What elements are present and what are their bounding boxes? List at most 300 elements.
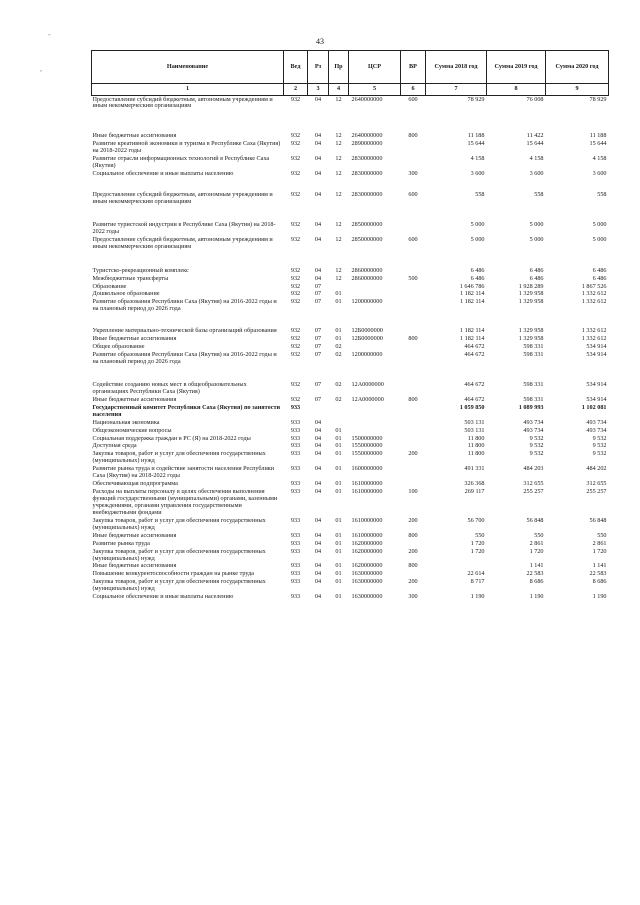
table-row	[92, 451, 609, 466]
row-pr-cell: 02	[335, 342, 342, 350]
row-ved-cell: 933	[290, 570, 301, 578]
row-vr-cell	[401, 267, 426, 275]
table-row	[92, 237, 609, 267]
table-row	[92, 540, 609, 548]
row-csr-cell: 1630000000	[351, 578, 383, 586]
row-pr-cell: 02	[335, 395, 342, 403]
header-pr: Пр	[329, 51, 349, 84]
row-sum-2018-cell: 1 190	[470, 593, 485, 601]
row-sum-2018-cell: 269 117	[464, 488, 485, 496]
row-sum-2018-cell: 464 672	[464, 350, 485, 358]
row-csr-cell: 1200000000	[351, 350, 383, 358]
table-row	[92, 170, 609, 191]
row-csr-cell: 12Б0000000	[351, 326, 383, 334]
header-sum-2020: Сумма 2020 год	[546, 51, 609, 84]
row-pr-cell: 01	[335, 531, 342, 539]
row-rz-cell: 04	[314, 531, 322, 539]
row-sum-2019-cell: 1 928 289	[518, 282, 544, 290]
row-sum-2018-cell: 11 800	[467, 434, 485, 442]
row-ved-cell: 932	[290, 236, 301, 244]
row-sum-2018-cell: 6 486	[470, 274, 485, 282]
row-sum-2020-cell: 255 257	[586, 488, 607, 496]
table-row	[92, 419, 609, 427]
table-row	[92, 579, 609, 594]
row-sum-2020-cell: 493 734	[586, 418, 607, 426]
row-csr-cell: 1550000000	[351, 450, 383, 458]
row-rz-cell: 04	[314, 236, 322, 244]
table-header	[92, 51, 609, 96]
row-rz-cell: 07	[314, 326, 322, 334]
row-sum-2018-cell: 6 486	[470, 266, 485, 274]
table-row	[92, 155, 609, 170]
row-pr-cell: 01	[335, 326, 342, 334]
row-csr-cell: 1610000000	[351, 480, 383, 488]
row-csr-cell: 1600000000	[351, 465, 383, 473]
row-sum-2020-cell: 6 486	[592, 266, 607, 274]
row-vr-cell: 200	[408, 516, 418, 524]
header-csr: ЦСР	[349, 51, 401, 84]
row-sum-2019-cell: 9 532	[529, 434, 544, 442]
row-csr-cell: 2830000000	[351, 154, 383, 162]
row-rz-cell: 07	[314, 282, 322, 290]
row-sum-2020-cell: 1 720	[592, 547, 607, 555]
row-pr-cell: 02	[335, 380, 342, 388]
row-name-cell: Повышение конкурентоспособности граждан на рынке труда	[92, 570, 254, 578]
row-ved-cell: 932	[290, 342, 301, 350]
row-rz-cell: 04	[314, 488, 322, 496]
row-pr-cell: 01	[335, 298, 342, 306]
row-rz-cell: 04	[314, 578, 322, 586]
row-rz-cell: 07	[314, 380, 322, 388]
row-csr-cell: 2640000000	[351, 95, 383, 103]
row-name-cell: Закупка товаров, работ и услуг для обеспечения государственных (муниципальных) нужд	[92, 578, 266, 593]
row-vr-cell: 800	[408, 531, 418, 539]
row-csr-cell: 2850000000	[351, 221, 383, 229]
row-sum-2018-cell: 1 182 114	[459, 334, 485, 342]
row-csr-cell: 1200000000	[351, 298, 383, 306]
row-csr-cell: 2860000000	[351, 266, 383, 274]
row-vr-cell	[401, 427, 426, 435]
row-pr-cell: 01	[335, 562, 342, 570]
scan-mark-left: -	[48, 30, 51, 39]
row-csr-cell: 2830000000	[351, 191, 383, 198]
row-sum-2020-cell: 9 532	[592, 442, 607, 450]
row-vr-cell: 800	[408, 395, 418, 403]
row-sum-2019-cell: 493 734	[523, 426, 544, 434]
row-vr-cell	[401, 404, 426, 419]
row-vr-cell: 100	[408, 488, 418, 496]
row-sum-2019-cell: 22 583	[526, 570, 544, 578]
row-name-cell: Закупка товаров, работ и услуг для обеспечения государственных (муниципальных) нужд	[92, 516, 266, 531]
row-name-cell: Общее образование	[92, 342, 145, 350]
row-csr-cell: 2640000000	[351, 131, 383, 139]
row-ved-cell: 933	[290, 480, 301, 488]
row-name-cell: Доступная среда	[92, 442, 137, 450]
row-sum-2018-cell: 464 672	[464, 395, 485, 403]
row-vr-cell	[401, 299, 426, 327]
row-name-cell: Укрепление материально-технической базы организаций образования	[92, 326, 277, 334]
row-ved-cell: 932	[290, 154, 301, 162]
header-name: Наименование	[92, 51, 284, 84]
table-row	[92, 96, 609, 133]
row-sum-2020-cell: 3 600	[592, 169, 607, 177]
row-vr-cell	[401, 419, 426, 427]
row-rz-cell: 04	[314, 516, 322, 524]
row-sum-2019-cell: 1 329 958	[518, 298, 544, 306]
row-vr-cell: 200	[408, 578, 418, 586]
table-row	[92, 489, 609, 518]
row-vr-cell: 600	[408, 95, 418, 103]
row-pr-cell: 01	[335, 434, 342, 442]
table-row	[92, 267, 609, 275]
row-name-cell: Социальное обеспечение и иные выплаты населению	[92, 169, 234, 177]
row-csr-cell	[349, 283, 401, 291]
row-sum-2018-cell: 491 331	[464, 465, 485, 473]
row-vr-cell	[401, 327, 426, 335]
row-rz-cell: 04	[314, 434, 322, 442]
row-sum-2020-cell: 15 644	[589, 139, 607, 147]
row-sum-2018-cell: 1 059 850	[459, 403, 485, 411]
row-name-cell: Закупка товаров, работ и услуг для обеспечения государственных (муниципальных) нужд	[92, 450, 266, 465]
row-ved-cell: 932	[290, 380, 301, 388]
row-vr-cell: 300	[408, 169, 418, 177]
row-name-cell: Национальная экономика	[92, 418, 160, 426]
row-sum-2019-cell: 598 331	[523, 380, 544, 388]
row-ved-cell: 932	[290, 290, 301, 298]
row-rz-cell: 04	[314, 131, 322, 139]
row-sum-2020-cell: 550	[597, 531, 607, 539]
row-name-cell: Государственный комитет Республики Саха (Якутия) по занятости населения	[92, 403, 281, 418]
row-pr-cell: 01	[335, 539, 342, 547]
row-sum-2019-cell: 558	[534, 191, 544, 198]
column-number: 5	[349, 84, 401, 96]
row-csr-cell: 1630000000	[351, 593, 383, 601]
row-rz-cell: 04	[314, 539, 322, 547]
row-vr-cell: 300	[408, 593, 418, 601]
row-sum-2020-cell: 1 190	[592, 593, 607, 601]
table-row	[92, 427, 609, 435]
row-vr-cell	[401, 343, 426, 351]
row-sum-2019-cell: 1 329 958	[518, 334, 544, 342]
table-row	[92, 532, 609, 540]
row-pr-cell: 12	[335, 274, 342, 282]
row-pr-cell: 02	[335, 350, 342, 358]
column-number-row	[92, 84, 609, 96]
row-csr-cell	[349, 343, 401, 351]
row-sum-2018-cell: 5 000	[470, 236, 485, 244]
row-ved-cell: 933	[290, 547, 301, 555]
row-sum-2020-cell: 1 332 612	[581, 290, 607, 298]
row-rz-cell	[308, 404, 329, 419]
row-sum-2018-cell: 3 600	[470, 169, 485, 177]
row-rz-cell: 04	[314, 593, 322, 601]
row-ved-cell: 932	[290, 274, 301, 282]
row-vr-cell	[401, 140, 426, 155]
row-pr-cell: 12	[335, 169, 342, 177]
row-name-cell: Содействие созданию новых мест в общеобразовательных организациях Республики Саха (Якутия)	[92, 380, 247, 395]
row-csr-cell: 12А0000000	[351, 380, 384, 388]
row-sum-2019-cell: 1 089 993	[518, 403, 544, 411]
row-vr-cell	[401, 381, 426, 396]
row-rz-cell: 04	[314, 274, 322, 282]
column-number: 1	[92, 84, 284, 96]
row-pr-cell: 01	[335, 547, 342, 555]
row-sum-2020-cell: 1 867 526	[581, 282, 607, 290]
row-sum-2020-cell: 534 914	[586, 380, 607, 388]
row-sum-2020-cell: 11 188	[589, 131, 607, 139]
row-sum-2020-cell: 312 655	[586, 480, 607, 488]
row-sum-2020-cell: 534 914	[586, 342, 607, 350]
row-sum-2019-cell: 493 734	[523, 418, 544, 426]
row-csr-cell: 2860000000	[351, 274, 383, 282]
row-vr-cell	[401, 155, 426, 170]
row-sum-2019-cell: 6 486	[529, 266, 544, 274]
row-ved-cell: 932	[290, 169, 301, 177]
row-ved-cell: 932	[290, 350, 301, 358]
row-vr-cell: 800	[408, 562, 418, 570]
row-csr-cell: 2830000000	[351, 169, 383, 177]
row-ved-cell: 932	[290, 95, 301, 103]
row-rz-cell: 04	[314, 562, 322, 570]
row-sum-2020-cell: 78 929	[589, 95, 607, 103]
row-vr-cell: 200	[408, 450, 418, 458]
row-sum-2018-cell: 550	[475, 531, 485, 539]
row-sum-2019-cell: 9 532	[529, 450, 544, 458]
row-name-cell: Развитие креативной экономики и туризма в Республике Саха (Якутия) на 2018-2022 годы	[92, 139, 281, 154]
row-pr-cell: 12	[335, 139, 342, 147]
header-sum-2019: Сумма 2019 год	[487, 51, 546, 84]
row-rz-cell: 04	[314, 154, 322, 162]
table-row	[92, 140, 609, 155]
row-ved-cell: 933	[290, 426, 301, 434]
row-sum-2018-cell: 78 929	[467, 95, 485, 103]
table-row	[92, 517, 609, 532]
row-csr-cell	[349, 427, 401, 435]
row-pr-cell: 01	[335, 480, 342, 488]
row-sum-2018-cell: 1 646 786	[459, 282, 485, 290]
row-sum-2019-cell: 9 532	[529, 442, 544, 450]
row-vr-cell: 600	[408, 236, 418, 244]
row-sum-2020-cell: 2 861	[592, 539, 607, 547]
table-row	[92, 594, 609, 602]
row-csr-cell: 12Б0000000	[351, 334, 383, 342]
row-sum-2019-cell: 598 331	[523, 342, 544, 350]
row-pr-cell: 12	[335, 95, 342, 103]
row-name-cell: Иные бюджетные ассигнования	[92, 562, 177, 570]
row-sum-2020-cell: 9 532	[592, 434, 607, 442]
row-pr-cell: 01	[335, 516, 342, 524]
row-name-cell: Туристско-рекреационный комплекс	[92, 266, 189, 274]
column-number: 3	[308, 84, 329, 96]
row-csr-cell: 1500000000	[351, 434, 383, 442]
row-vr-cell	[401, 351, 426, 381]
row-sum-2018-cell: 503 131	[464, 418, 485, 426]
row-name-cell: Образование	[92, 282, 127, 290]
table-row	[92, 192, 609, 222]
row-sum-2019-cell: 598 331	[523, 350, 544, 358]
header-sum-2018: Сумма 2018 год	[426, 51, 487, 84]
row-rz-cell: 04	[314, 480, 322, 488]
row-ved-cell: 933	[290, 488, 301, 496]
row-sum-2018-cell: 1 182 114	[459, 290, 485, 298]
row-sum-2020-cell: 1 102 081	[581, 403, 607, 411]
row-csr-cell: 2850000000	[351, 236, 383, 244]
row-rz-cell: 04	[314, 266, 322, 274]
row-name-cell: Предоставление субсидий бюджетным, автономным учреждениям и иным некоммерческим организациям	[92, 236, 273, 251]
row-vr-cell: 800	[408, 131, 418, 139]
row-ved-cell: 932	[290, 326, 301, 334]
row-sum-2019-cell: 598 331	[523, 395, 544, 403]
row-sum-2018-cell: 11 188	[467, 131, 485, 139]
row-sum-2019-cell: 15 644	[526, 139, 544, 147]
row-sum-2019-cell: 5 000	[529, 236, 544, 244]
row-csr-cell: 2890000000	[351, 139, 383, 147]
row-name-cell: Иные бюджетные ассигнования	[92, 131, 177, 139]
row-ved-cell: 932	[290, 139, 301, 147]
row-rz-cell: 07	[314, 350, 322, 358]
row-ved-cell: 933	[290, 418, 301, 426]
row-rz-cell: 04	[314, 139, 322, 147]
row-sum-2020-cell: 558	[597, 191, 607, 198]
page-number: 43	[316, 37, 324, 46]
row-sum-2019-cell: 1 329 958	[518, 290, 544, 298]
row-sum-2018-cell: 558	[475, 191, 485, 198]
row-vr-cell: 800	[408, 334, 418, 342]
header-ved: Вед	[284, 51, 308, 84]
row-ved-cell: 933	[290, 578, 301, 586]
scan-mark-left-lower: ,	[40, 64, 42, 73]
row-sum-2018-cell: 4 158	[470, 154, 485, 162]
row-sum-2020-cell: 8 686	[592, 578, 607, 586]
row-name-cell: Социальное обеспечение и иные выплаты населению	[92, 593, 234, 601]
header-row	[92, 51, 609, 84]
row-sum-2018-cell: 1 182 114	[459, 298, 485, 306]
row-csr-cell: 1610000000	[351, 531, 383, 539]
row-pr-cell: 12	[335, 236, 342, 244]
row-sum-2018-cell: 464 672	[464, 342, 485, 350]
row-sum-2019-cell: 255 257	[523, 488, 544, 496]
row-ved-cell: 933	[290, 562, 301, 570]
row-name-cell: Иные бюджетные ассигнования	[92, 395, 177, 403]
row-sum-2019-cell: 2 861	[529, 539, 544, 547]
row-csr-cell: 1620000000	[351, 539, 383, 547]
row-vr-cell	[401, 435, 426, 443]
row-ved-cell: 932	[290, 131, 301, 139]
row-sum-2019-cell: 1 190	[529, 593, 544, 601]
row-name-cell: Иные бюджетные ассигнования	[92, 334, 177, 342]
row-pr-cell: 01	[335, 442, 342, 450]
row-pr-cell: 01	[335, 334, 342, 342]
row-csr-cell: 1610000000	[351, 488, 383, 496]
row-rz-cell: 07	[314, 395, 322, 403]
row-rz-cell: 07	[314, 290, 322, 298]
row-pr-cell: 01	[335, 593, 342, 601]
row-csr-cell: 12А0000000	[351, 395, 384, 403]
row-sum-2020-cell: 22 583	[589, 570, 607, 578]
row-sum-2019-cell: 8 686	[529, 578, 544, 586]
row-ved-cell: 932	[290, 282, 301, 290]
row-vr-cell	[401, 283, 426, 291]
row-rz-cell: 04	[314, 547, 322, 555]
column-number: 8	[487, 84, 546, 96]
row-vr-cell: 200	[408, 547, 418, 555]
table-row	[92, 381, 609, 396]
row-ved-cell: 933	[290, 450, 301, 458]
row-sum-2019-cell: 6 486	[529, 274, 544, 282]
row-vr-cell	[401, 466, 426, 481]
row-ved-cell: 933	[290, 531, 301, 539]
row-pr-cell: 01	[335, 290, 342, 298]
header-rz: Рз	[308, 51, 329, 84]
row-name-cell: Расходы на выплаты персоналу в целях обеспечения выполнения функций государственными (муниципальными) органами, казенными учреждениями, органами управления государственными внебюджетными фондами	[92, 488, 278, 516]
row-ved-cell: 932	[290, 395, 301, 403]
row-ved-cell: 933	[290, 442, 301, 450]
column-number: 2	[284, 84, 308, 96]
row-ved-cell: 933	[290, 465, 301, 473]
row-rz-cell: 07	[314, 334, 322, 342]
row-csr-cell	[349, 419, 401, 427]
row-sum-2020-cell: 56 848	[589, 516, 607, 524]
header-vr: ВР	[401, 51, 426, 84]
table-row	[92, 343, 609, 351]
row-sum-2020-cell: 5 000	[592, 236, 607, 244]
table-row	[92, 299, 609, 327]
row-ved-cell: 932	[290, 334, 301, 342]
table-body	[92, 96, 609, 602]
row-sum-2020-cell: 4 158	[592, 154, 607, 162]
row-sum-2020-cell: 493 734	[586, 426, 607, 434]
row-name-cell: Развитие отрасли информационных технологий в Республике Саха (Якутия)	[92, 154, 270, 169]
row-ved-cell: 932	[290, 191, 301, 198]
row-sum-2018-cell: 15 644	[467, 139, 485, 147]
row-csr-cell: 1550000000	[351, 442, 383, 450]
row-pr-cell: 01	[335, 426, 342, 434]
row-sum-2019-cell: 56 848	[526, 516, 544, 524]
row-vr-cell	[401, 540, 426, 548]
row-vr-cell	[401, 291, 426, 299]
table-row	[92, 404, 609, 419]
row-sum-2018-cell: 56 700	[467, 516, 485, 524]
column-number: 9	[546, 84, 609, 96]
row-pr-cell: 01	[335, 578, 342, 586]
table-row	[92, 327, 609, 335]
row-sum-2018-cell: 1 182 114	[459, 326, 485, 334]
row-ved-cell: 932	[290, 266, 301, 274]
row-vr-cell: 600	[408, 191, 418, 198]
row-sum-2020-cell: 484 202	[586, 465, 607, 473]
row-ved-cell: 933	[290, 516, 301, 524]
row-sum-2018-cell: 11 800	[467, 442, 485, 450]
row-rz-cell: 04	[314, 426, 322, 434]
budget-table	[91, 50, 609, 602]
row-sum-2018-cell: 11 800	[467, 450, 485, 458]
row-name-cell: Межбюджетные трансферты	[92, 274, 169, 282]
row-pr-cell: 12	[335, 266, 342, 274]
table-row	[92, 466, 609, 481]
column-number: 4	[329, 84, 349, 96]
row-pr-cell: 01	[335, 465, 342, 473]
row-vr-cell: 500	[408, 274, 418, 282]
row-pr-cell: 01	[335, 570, 342, 578]
row-sum-2019-cell: 4 158	[529, 154, 544, 162]
row-sum-2018-cell: 5 000	[470, 221, 485, 229]
row-name-cell: Социальная поддержка граждан в РС (Я) на 2018-2022 годы	[92, 434, 251, 442]
row-name-cell: Общеэкономические вопросы	[92, 426, 172, 434]
row-sum-2020-cell: 534 914	[586, 350, 607, 358]
column-number: 7	[426, 84, 487, 96]
row-csr-cell: 1620000000	[351, 547, 383, 555]
budget-table-wrapper	[91, 50, 608, 602]
